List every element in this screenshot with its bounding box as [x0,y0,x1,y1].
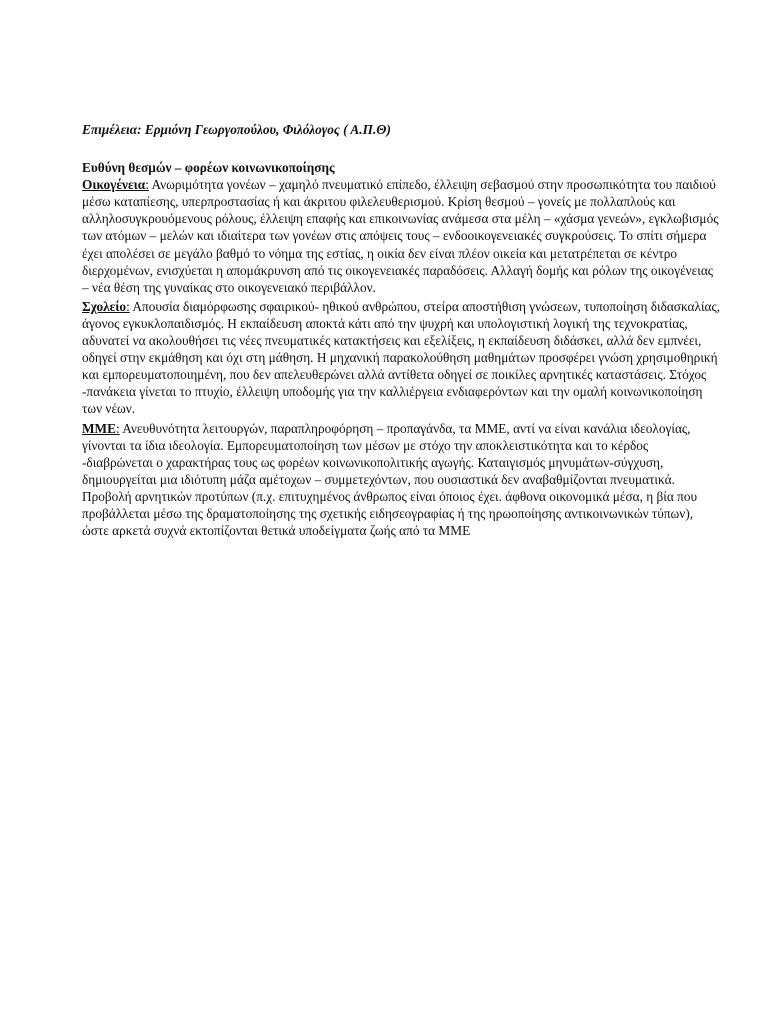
label-colon: : [145,177,149,193]
section-heading: Ευθύνη θεσμών – φορέων κοινωνικοποίησης [82,160,335,176]
label-media: ΜΜΕ [82,420,116,436]
label-family: Οικογένεια [82,177,146,193]
paragraph-family [82,176,722,296]
label-colon: : [126,298,130,314]
paragraph-text: Ανωριμότητα γονέων – χαμηλό πνευματικό επίπεδο, έλλειψη σεβασμού στην προσωπικότητα του παιδιού μέσω καταπίεσης, υπερπροστασίας ή και άκριτου φιλελευθερισμού. Κρίση θεσμού – γονείς με πολλαπλούς και αλληλοσυγκρουόμενους ρόλους, έλλειψη επαφής και επικοινωνίας ανάμεσα στα μέλη – «χάσμα γενεών», εγκλωβισμός των ατόμων – μελών και ιδιαίτερα των γονέων στις απόψεις τους – ενδοοικογενειακές συγκρούσεις. Το σπίτι σήμερα έχει απολέσει σε μεγάλο βαθμό το νόημα της εστίας, η οικία δεν είναι πλέον οικεία και μετατρέπεται σε κέντρο διερχομένων, ενισχύεται η απομάκρυνση από τις οικογενειακές παραδόσεις. Αλλαγή δομής και ρόλων της οικογένειας – νέα θέση της γυναίκας στο οικογενειακό περιβάλλον. [82,177,719,295]
label-colon: : [115,420,120,436]
paragraph-text: Απουσία διαμόρφωσης σφαιρικού- ηθικού ανθρώπου, στείρα αποστήθιση γνώσεων, τυποποίηση διδασκαλίας, άγονος εγκυκλοπαιδισμός. Η εκπαίδευση αποκτά κάτι από την ψυχρή και υπολογιστική λογική της τεχνοκρατίας, αδυνατεί να ακολουθήσει τις νέες πνευματικές κατακτήσεις και εξελίξεις, η εκπαίδευση διδάσκει, αλλά δεν εμπνέει, οδηγεί στην εκμάθηση και όχι στη μάθηση. Η μηχανική παρακολούθηση μαθημάτων προσφέρει γνώση χρησιμοθηρική και εμπορευματοποιημένη, που δεν απελευθερώνει αλλά αντίθετα οδηγεί σε ποικίλες αρνητικές καταστάσεις. Στόχος -πανάκεια γίνεται το πτυχίο, έλλειψη υποδομής για την καλλιέργεια ενδιαφερόντων και την ομαλή κοινωνικοποίηση των νέων. [82,298,721,417]
paragraph-school [82,298,722,418]
label-school: Σχολείο [82,298,127,314]
paragraph-media [82,420,722,540]
author-credit: Επιμέλεια: Ερμιόνη Γεωργοπούλου, Φιλόλογος ( Α.Π.Θ) [82,122,391,137]
document-page [82,121,722,539]
paragraph-text: Ανευθυνότητα λειτουργών, παραπληροφόρηση – προπαγάνδα, τα ΜΜΕ, αντί να είναι κανάλια ιδεολογίας, γίνονται τα ίδια ιδεολογία. Εμπορευματοποίηση των μέσων με στόχο την αποκλειστικότητα και το κέρδος -διαβρώνεται ο χαρακτήρας τους ως φορέων κοινωνικοπολιτικής αγωγής. Καταιγισμός μηνυμάτων-σύγχυση, δημιουργείται μια ιδιότυπη μάζα αμέτοχων – συμμετεχόντων, που ουσιαστικά δεν αναβαθμίζονται πνευματικά. Προβολή αρνητικών προτύπων (π.χ. επιτυχημένος άνθρωπος είναι όποιος έχει. άφθονα οικονομικά μέσα, η βία που προβάλλεται μέσω της δραματοποίησης της σχετικής ειδησεογραφίας ή της ηρωοποίησης αντικοινωνικών τύπων), ώστε αρκετά συχνά εκτοπίζονται θετικά υποδείγματα ζωής από τα ΜΜΕ [82,420,698,539]
